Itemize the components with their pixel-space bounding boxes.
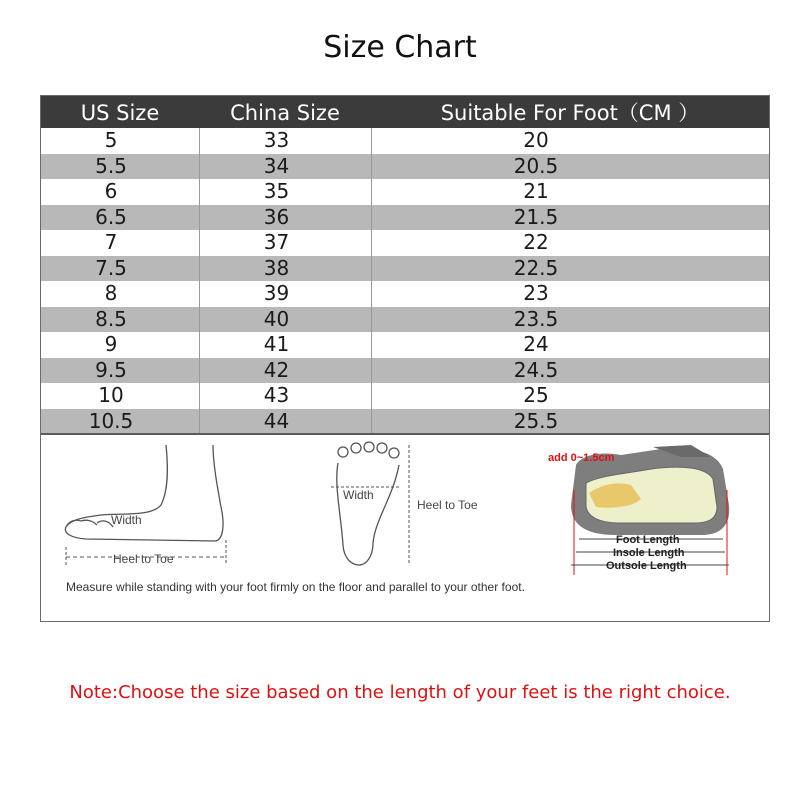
side-foot-drawing bbox=[65, 445, 223, 541]
table-header bbox=[41, 96, 769, 128]
column-divider bbox=[371, 128, 372, 434]
foot-cm-cell: 21 bbox=[523, 179, 549, 203]
table-row bbox=[41, 358, 769, 384]
china-size-cell: 42 bbox=[263, 357, 290, 382]
foot-cm-cell: 25.5 bbox=[513, 408, 559, 433]
foot-cm-cell: 25 bbox=[523, 383, 549, 407]
table-row bbox=[41, 307, 769, 333]
foot-cm-cell: 24 bbox=[523, 332, 549, 356]
china-size-cell: 36 bbox=[263, 204, 290, 229]
page-title: Size Chart bbox=[323, 30, 477, 65]
table-row bbox=[41, 154, 769, 180]
table-row bbox=[41, 281, 769, 307]
foot-cm-cell: 21.5 bbox=[513, 204, 559, 229]
table-row bbox=[41, 230, 769, 256]
table-row bbox=[41, 205, 769, 231]
us-size-cell: 6 bbox=[104, 179, 118, 203]
china-size-cell: 43 bbox=[263, 383, 290, 407]
size-note: Note:Choose the size based on the length of your feet is the right choice. bbox=[69, 682, 731, 703]
china-size-cell: 37 bbox=[263, 230, 290, 254]
table-row bbox=[41, 179, 769, 205]
china-size-cell: 40 bbox=[263, 306, 290, 331]
china-size-cell: 35 bbox=[263, 179, 290, 203]
china-size-cell: 44 bbox=[263, 408, 290, 433]
table-row bbox=[41, 409, 769, 435]
table-row bbox=[41, 332, 769, 358]
china-size-cell: 38 bbox=[263, 255, 290, 280]
foot-cm-cell: 22.5 bbox=[513, 255, 559, 280]
foot-cm-cell: 22 bbox=[523, 230, 549, 254]
header-us-size: US Size bbox=[80, 101, 160, 125]
us-size-cell: 6.5 bbox=[95, 204, 127, 229]
us-size-cell: 10 bbox=[98, 383, 124, 407]
header-china-size: China Size bbox=[230, 101, 340, 125]
us-size-cell: 8.5 bbox=[95, 306, 127, 331]
top-foot-drawing bbox=[337, 442, 399, 565]
table-row bbox=[41, 128, 769, 154]
us-size-cell: 8 bbox=[104, 281, 118, 305]
top-heel-toe-label: Heel to Toe bbox=[417, 498, 478, 512]
table-row bbox=[41, 256, 769, 282]
us-size-cell: 7.5 bbox=[95, 255, 127, 280]
side-heel-toe-label: Heel to Toe bbox=[113, 552, 174, 566]
china-size-cell: 39 bbox=[263, 281, 290, 305]
shoe-add-label: add 0~1.5cm bbox=[548, 452, 615, 464]
table-row bbox=[41, 383, 769, 409]
us-size-cell: 5.5 bbox=[95, 153, 127, 178]
header-foot-cm: Suitable For Foot（CM ） bbox=[440, 101, 700, 125]
us-size-cell: 10.5 bbox=[88, 408, 134, 433]
column-divider bbox=[199, 128, 200, 434]
outsole-length-label: Outsole Length bbox=[606, 560, 687, 572]
us-size-cell: 7 bbox=[104, 230, 118, 254]
measure-instruction: Measure while standing with your foot firmly on the floor and parallel to your other foot. bbox=[66, 580, 525, 594]
us-size-cell: 5 bbox=[104, 128, 118, 152]
side-width-label: Width bbox=[111, 513, 142, 527]
foot-length-label: Foot Length bbox=[616, 534, 680, 546]
insole-length-label: Insole Length bbox=[613, 547, 685, 559]
measurement-illustration bbox=[41, 435, 769, 621]
china-size-cell: 41 bbox=[263, 332, 290, 356]
top-width-label: Width bbox=[343, 488, 374, 502]
us-size-cell: 9.5 bbox=[95, 357, 127, 382]
foot-cm-cell: 20.5 bbox=[513, 153, 559, 178]
us-size-cell: 9 bbox=[104, 332, 118, 356]
foot-cm-cell: 23.5 bbox=[513, 306, 559, 331]
foot-cm-cell: 23 bbox=[523, 281, 549, 305]
china-size-cell: 34 bbox=[263, 153, 290, 178]
size-chart bbox=[40, 95, 770, 622]
foot-cm-cell: 20 bbox=[523, 128, 549, 152]
china-size-cell: 33 bbox=[263, 128, 290, 152]
foot-cm-cell: 24.5 bbox=[513, 357, 559, 382]
